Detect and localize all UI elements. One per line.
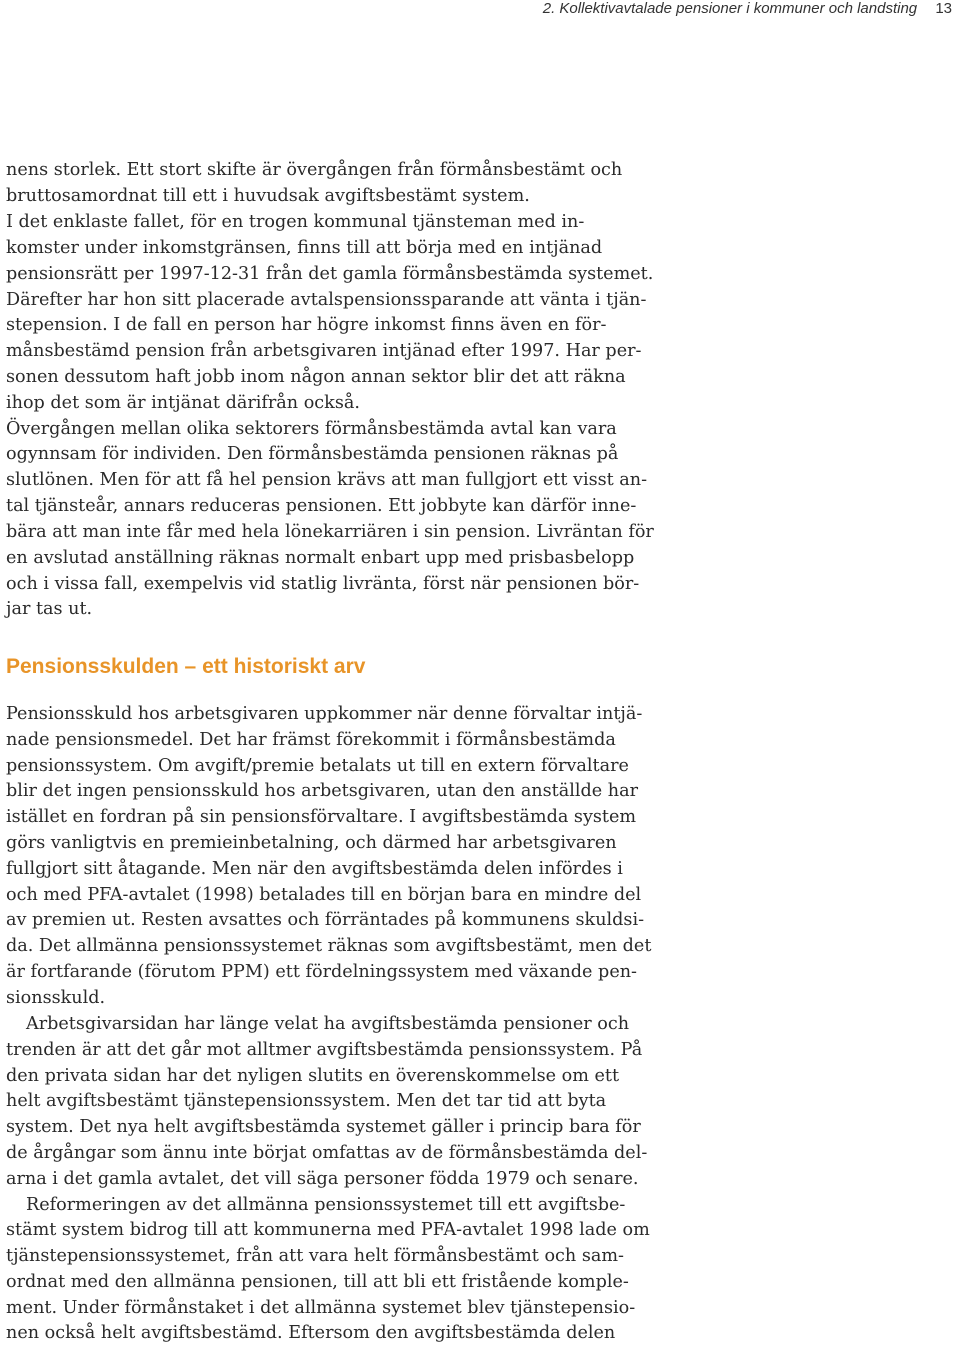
text-line: I det enklaste fallet, för en trogen kommunal tjänsteman med in- (6, 212, 585, 232)
text-line: en avslutad anställning räknas normalt enbart upp med prisbasbelopp (6, 548, 635, 568)
text-line: Övergången mellan olika sektorers förmånsbestämda avtal kan vara (6, 419, 617, 439)
text-line: slutlönen. Men för att få hel pension krävs att man fullgjort ett visst an- (6, 470, 648, 490)
text-line: ogynnsam för individen. Den förmånsbestämda pensionen räknas på (6, 444, 619, 464)
text-line: Reformeringen av det allmänna pensionssystemet till ett avgiftsbe- (26, 1195, 626, 1215)
text-line: da. Det allmänna pensionssystemet räknas som avgiftsbestämt, men det (6, 936, 652, 956)
text-line: system. Det nya helt avgiftsbestämda systemet gäller i princip bara för (6, 1117, 641, 1137)
running-head-title: 2. Kollektivavtalade pensioner i kommuner och landsting (542, 0, 918, 17)
text-line: och i vissa fall, exempelvis vid statlig livränta, först när pensionen bör- (6, 574, 640, 594)
text-line: månsbestämd pension från arbetsgivaren intjänad efter 1997. Har per- (6, 341, 642, 361)
text-line: av premien ut. Resten avsattes och förräntades på kommunens skuldsi- (6, 910, 645, 930)
text-line: blir det ingen pensionsskuld hos arbetsgivaren, utan den anställde har (6, 781, 638, 801)
text-line: nen också helt avgiftsbestämd. Eftersom den avgiftsbestämda delen (6, 1323, 616, 1343)
text-line: tal tjänsteår, annars reduceras pensionen. Ett jobbyte kan därför inne- (6, 496, 637, 516)
text-line: komster under inkomstgränsen, finns till att börja med en intjänad (6, 238, 603, 258)
text-line: bruttosamordnat till ett i huvudsak avgiftsbestämt system. (6, 186, 530, 206)
text-line: ment. Under förmånstaket i det allmänna systemet blev tjänstepensio- (6, 1298, 636, 1318)
text-line: stepension. I de fall en person har högre inkomst finns även en för- (6, 315, 607, 335)
text-line: och med PFA-avtalet (1998) betalades till en början bara en mindre del (6, 885, 642, 905)
text-line: helt avgiftsbestämt tjänstepensionssystem. Men det tar tid att byta (6, 1091, 607, 1111)
text-line: Arbetsgivarsidan har länge velat ha avgiftsbestämda pensioner och (26, 1014, 630, 1034)
page-number: 13 (935, 0, 952, 17)
text-line: nens storlek. Ett stort skifte är övergången från förmånsbestämt och (6, 160, 623, 180)
text-line: jar tas ut. (6, 599, 93, 619)
text-line: arna i det gamla avtalet, det vill säga personer födda 1979 och senare. (6, 1169, 639, 1189)
text-line: Därefter har hon sitt placerade avtalspensionssparande att vänta i tjän- (6, 290, 647, 310)
text-line: nade pensionsmedel. Det har främst förekommit i förmånsbestämda (6, 730, 616, 750)
text-line: sionsskuld. (6, 988, 106, 1008)
text-line: ordnat med den allmänna pensionen, till att bli ett fristående komple- (6, 1272, 629, 1292)
text-line: ihop det som är intjänat därifrån också. (6, 393, 360, 413)
text-line: tjänstepensionssystemet, från att vara helt förmånsbestämt och sam- (6, 1246, 624, 1266)
text-line: stämt system bidrog till att kommunerna med PFA-avtalet 1998 lade om (6, 1220, 650, 1240)
text-line: trenden är att det går mot alltmer avgiftsbestämda pensionssystem. På (6, 1040, 643, 1060)
text-line: bära att man inte får med hela lönekarriären i sin pension. Livräntan för (6, 522, 654, 542)
text-line: den privata sidan har det nyligen slutits en överenskommelse om ett (6, 1066, 620, 1086)
text-line: de årgångar som ännu inte börjat omfattas av de förmånsbestämda del- (6, 1143, 648, 1163)
text-line: istället en fordran på sin pensionsförvaltare. I avgiftsbestämda system (6, 807, 637, 827)
section-heading: Pensionsskulden – ett historiskt arv (6, 655, 366, 678)
text-line: är fortfarande (förutom PPM) ett fördelningssystem med växande pen- (6, 962, 638, 982)
text-line: Pensionsskuld hos arbetsgivaren uppkommer när denne förvaltar intjä- (6, 704, 643, 724)
running-head (543, 0, 952, 20)
text-line: görs vanligtvis en premieinbetalning, och därmed har arbetsgivaren (6, 833, 617, 853)
text-line: sonen dessutom haft jobb inom någon annan sektor blir det att räkna (6, 367, 626, 387)
text-line: pensionsrätt per 1997-12-31 från det gamla förmånsbestämda systemet. (6, 264, 654, 284)
text-line: pensionssystem. Om avgift/premie betalats ut till en extern förvaltare (6, 756, 629, 776)
text-line: fullgjort sitt åtagande. Men när den avgiftsbestämda delen infördes i (6, 859, 623, 879)
